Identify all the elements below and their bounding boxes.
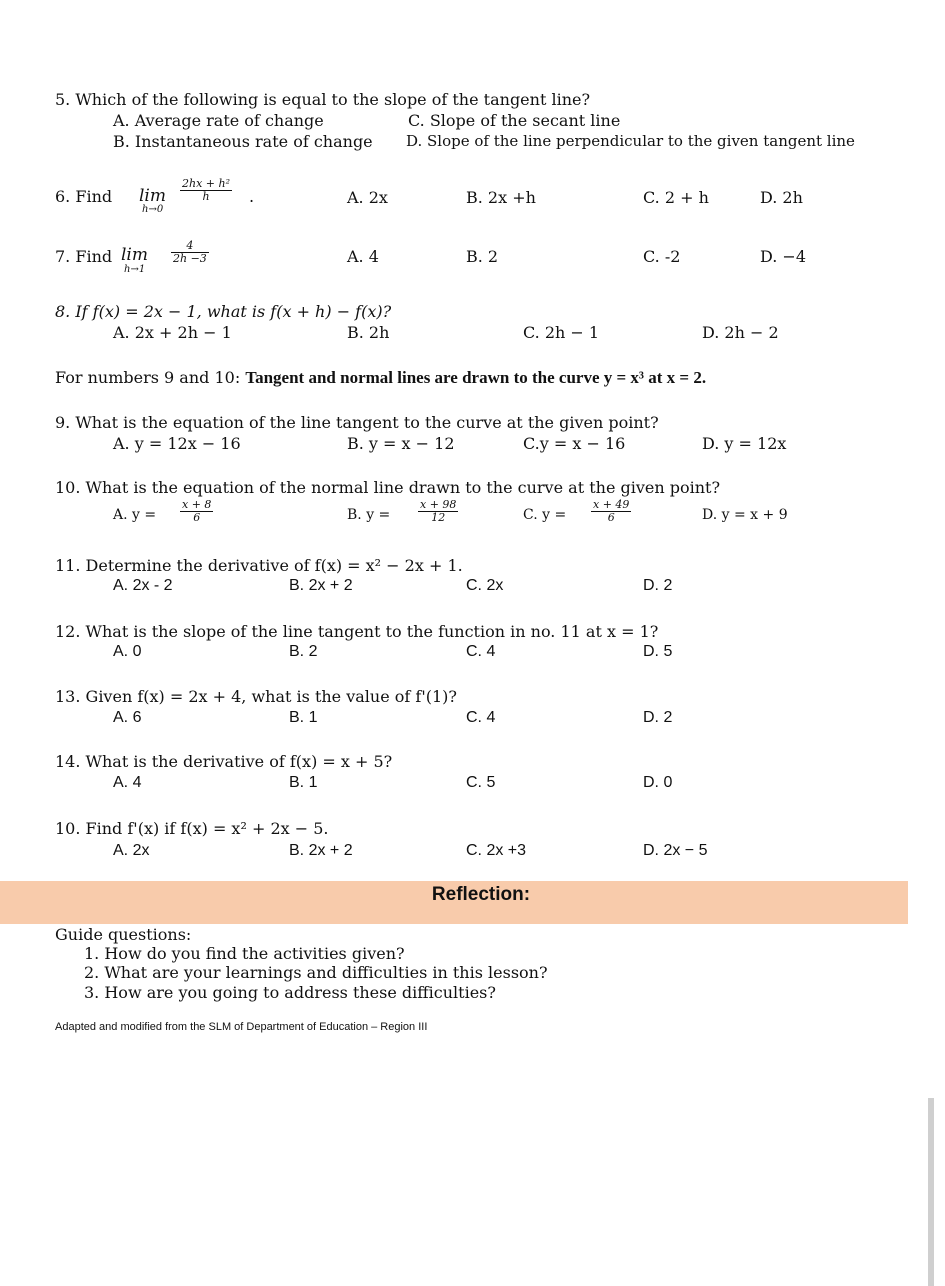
intro-bold: Tangent and normal lines are drawn to the curve y = x³ at x = 2. bbox=[245, 368, 707, 387]
q10a-option-a-fraction bbox=[180, 499, 213, 524]
q6-option-b: B. 2x +h bbox=[466, 188, 536, 207]
q10a-option-c-prefix: C. y = bbox=[523, 507, 567, 523]
q6-denominator: h bbox=[202, 190, 210, 203]
q12-option-b: B. 2 bbox=[289, 643, 318, 660]
guide-questions-heading: Guide questions: bbox=[55, 925, 192, 944]
q5-option-c: C. Slope of the secant line bbox=[408, 111, 621, 130]
q12-option-c: C. 4 bbox=[466, 643, 496, 660]
q10b-option-c: C. 2x +3 bbox=[466, 842, 527, 859]
q10a-b-denominator: 12 bbox=[431, 511, 446, 524]
q11-option-c: C. 2x bbox=[466, 577, 504, 594]
q11-stem: 11. Determine the derivative of f(x) = x² − 2x + 1. bbox=[55, 556, 463, 575]
q10a-c-denominator: 6 bbox=[607, 511, 615, 524]
guide-question-2: 2. What are your learnings and difficulties in this lesson? bbox=[84, 963, 548, 982]
q9-stem: 9. What is the equation of the line tangent to the curve at the given point? bbox=[55, 413, 659, 432]
q10a-c-numerator: x + 49 bbox=[593, 498, 630, 511]
q10a-a-numerator: x + 8 bbox=[182, 498, 212, 511]
q9-option-b: B. y = x − 12 bbox=[347, 434, 455, 453]
q10a-option-d: D. y = x + 9 bbox=[702, 507, 788, 523]
q9-10-intro bbox=[55, 368, 706, 388]
q14-option-b: B. 1 bbox=[289, 774, 318, 791]
q10b-stem: 10. Find f'(x) if f(x) = x² + 2x − 5. bbox=[55, 819, 329, 838]
q14-option-c: C. 5 bbox=[466, 774, 496, 791]
q10a-b-numerator: x + 98 bbox=[420, 498, 457, 511]
q6-option-d: D. 2h bbox=[760, 188, 803, 207]
q7-fraction bbox=[171, 240, 209, 265]
q7-find: 7. Find bbox=[55, 247, 113, 266]
vertical-scrollbar[interactable] bbox=[928, 1098, 934, 1286]
q11-option-a: A. 2x - 2 bbox=[113, 577, 173, 594]
q7-lim: lim bbox=[121, 245, 148, 265]
q9-option-d: D. y = 12x bbox=[702, 434, 787, 453]
q5-stem: 5. Which of the following is equal to the slope of the tangent line? bbox=[55, 90, 591, 109]
q13-option-d: D. 2 bbox=[643, 709, 673, 726]
q5-option-b: B. Instantaneous rate of change bbox=[113, 132, 373, 151]
q10a-option-b-prefix: B. y = bbox=[347, 507, 391, 523]
intro-lead: For numbers 9 and 10: bbox=[55, 368, 246, 387]
guide-question-1: 1. How do you find the activities given? bbox=[84, 944, 405, 963]
q10a-a-denominator: 6 bbox=[193, 511, 201, 524]
q10a-option-c-fraction bbox=[591, 499, 631, 524]
q5-option-d: D. Slope of the line perpendicular to the given tangent line bbox=[406, 132, 855, 150]
q11-option-b: B. 2x + 2 bbox=[289, 577, 353, 594]
q7-denominator: 2h −3 bbox=[173, 252, 207, 265]
q8-stem: 8. If f(x) = 2x − 1, what is f(x + h) − f(x)? bbox=[55, 302, 392, 321]
q13-option-c: C. 4 bbox=[466, 709, 496, 726]
q10a-stem: 10. What is the equation of the normal line drawn to the curve at the given point? bbox=[55, 478, 721, 497]
q5-option-a: A. Average rate of change bbox=[113, 111, 324, 130]
q12-option-a: A. 0 bbox=[113, 643, 142, 660]
q7-numerator: 4 bbox=[171, 240, 209, 253]
q9-option-a: A. y = 12x − 16 bbox=[113, 434, 241, 453]
q10a-option-b-fraction bbox=[418, 499, 458, 524]
q8-option-c: C. 2h − 1 bbox=[523, 323, 600, 342]
q13-option-a: A. 6 bbox=[113, 709, 142, 726]
q6-period: . bbox=[249, 187, 255, 206]
attribution-footer: Adapted and modified from the SLM of Department of Education – Region III bbox=[55, 1021, 428, 1033]
q12-stem: 12. What is the slope of the line tangent to the function in no. 11 at x = 1? bbox=[55, 622, 659, 641]
q7-option-b: B. 2 bbox=[466, 247, 499, 266]
q6-lim-sub: h→0 bbox=[142, 204, 164, 215]
q7-option-a: A. 4 bbox=[347, 247, 379, 266]
q6-lim: lim bbox=[139, 186, 166, 206]
q10b-option-d: D. 2x − 5 bbox=[643, 842, 708, 859]
q10b-option-b: B. 2x + 2 bbox=[289, 842, 353, 859]
q7-lim-sub: h→1 bbox=[124, 264, 146, 275]
q6-fraction bbox=[180, 178, 232, 203]
q14-stem: 14. What is the derivative of f(x) = x + 5? bbox=[55, 752, 393, 771]
q7-option-d: D. −4 bbox=[760, 247, 807, 266]
q9-option-c: C.y = x − 16 bbox=[523, 434, 626, 453]
q8-option-a: A. 2x + 2h − 1 bbox=[113, 323, 232, 342]
q7-option-c: C. -2 bbox=[643, 247, 681, 266]
q11-option-d: D. 2 bbox=[643, 577, 673, 594]
q13-option-b: B. 1 bbox=[289, 709, 318, 726]
q14-option-a: A. 4 bbox=[113, 774, 142, 791]
q12-option-d: D. 5 bbox=[643, 643, 673, 660]
q10b-option-a: A. 2x bbox=[113, 842, 150, 859]
q6-option-a: A. 2x bbox=[347, 188, 388, 207]
q6-option-c: C. 2 + h bbox=[643, 188, 709, 207]
q8-option-d: D. 2h − 2 bbox=[702, 323, 779, 342]
q8-option-b: B. 2h bbox=[347, 323, 390, 342]
guide-question-3: 3. How are you going to address these difficulties? bbox=[84, 983, 496, 1002]
reflection-title: Reflection: bbox=[431, 884, 531, 905]
q10a-option-a-prefix: A. y = bbox=[113, 507, 157, 523]
q13-stem: 13. Given f(x) = 2x + 4, what is the value of f'(1)? bbox=[55, 687, 457, 706]
q6-numerator: 2hx + h² bbox=[182, 177, 230, 190]
q14-option-d: D. 0 bbox=[643, 774, 673, 791]
q6-find: 6. Find bbox=[55, 187, 113, 206]
